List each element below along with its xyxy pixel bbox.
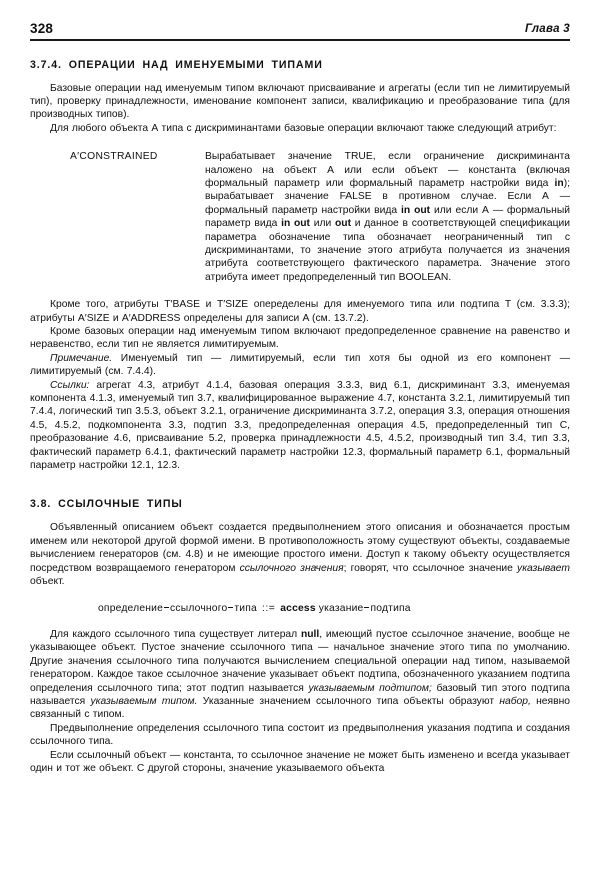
collection-italic: набор,	[499, 695, 531, 707]
paragraph-any-object-a: Для любого объекта А типа с дискриминантами базовые операции включают также следующий атрибут:	[50, 122, 557, 134]
paragraph-access-intro	[30, 521, 570, 588]
paragraph-references	[30, 379, 570, 473]
page-number: 328	[30, 21, 54, 36]
paragraph-base-operations: Базовые операции над именуемым типом включают присваивание и агрегаты (если тип не лимитируемый тип), проверку принадлежности, именование компонент записи, квалификацию и преобразование типа (для производных типов).	[30, 82, 570, 121]
access-intro-part-3: объект.	[30, 576, 65, 588]
designated-subtype-italic: указываемым подтипом;	[308, 682, 432, 694]
attribute-definition-block	[30, 150, 570, 284]
attr-desc-part-1: Вырабатывает значение TRUE, если ограничение дискриминанта наложено на объект А или если объект — константа (включая формальный параметр или формальный параметр настройки вида	[205, 151, 570, 189]
designated-type-italic: указываемым типом.	[90, 695, 198, 707]
null-part-4: Указанные значением ссылочного типа объекты образуют	[197, 695, 500, 707]
note-text: Именуемый тип — лимитируемый, если тип хотя бы одной из его компонент — лимитируемый (см. 7.4.4).	[30, 352, 570, 378]
access-intro-part-1: Объявленный описанием объект создается предвыполнением этого описания и обозначается простым именем или некоторой другой формой имени. В противоположность этому существуют объекты, создаваемые вычислением генераторов (см. 4.8) и не имеющие простого имени. Доступ к такому объекту осуществляется посредством возвращаемого генератором	[30, 522, 570, 574]
attr-desc-part-3: или если А — формальный параметр вида	[205, 204, 570, 230]
paragraph-constant-access-object: Если ссылочный объект — константа, то ссылочное значение не может быть изменено и всегда указывает один и тот же объект. С другой стороны, значение указываемого объекта	[30, 749, 570, 774]
null-part-1: Для каждого ссылочного типа существует литерал	[50, 628, 301, 640]
chapter-label: Глава 3	[524, 23, 570, 35]
note-label: Примечание.	[50, 352, 113, 364]
keyword-in: in	[554, 177, 564, 189]
paragraph-elaboration: Предвыполнение определения ссылочного типа состоит из предвыполнения указания подтипа и создания ссылочного типа.	[30, 722, 570, 748]
syntax-token-4: указание	[318, 602, 364, 614]
null-part-2: , имеющий пустое ссылочное значение, вообще не указывающее объект. Пустое значение ссылочного типа — начальное значение этого типа по умолчанию. Другие значения ссылочного типа получаются вычислением специальной операции над типом, называемой генератором. Каждое такое ссылочное значение указывает объект подтипа, обозначенного указанием подтипа определения ссылочного типа; этот подтип называется	[30, 628, 570, 694]
access-intro-italic-2: указывает	[517, 562, 570, 574]
syntax-token-5: подтипа	[370, 602, 411, 614]
keyword-null: null	[300, 628, 320, 640]
attr-desc-part-4: или	[310, 218, 335, 230]
references-label: Ссылки:	[50, 379, 90, 391]
paragraph-null-literal	[30, 628, 570, 722]
syntax-token-1: определение	[98, 602, 164, 614]
paragraph-note	[30, 352, 570, 379]
syntax-rule-access-type-definition	[30, 602, 570, 615]
paragraph-tbase-tsize: Кроме того, атрибуты T′BASE и T′SIZE опеределены для именуемого типа или подтипа T (см. 3.3.3); атрибуты A′SIZE и A′ADDRESS определены для записи A (см. 13.7.2).	[30, 299, 570, 324]
section-heading-3-7-4: 3.7.4. ОПЕРАЦИИ НАД ИМЕНУЕМЫМИ ТИПАМИ	[30, 58, 323, 71]
syntax-keyword-access: access	[280, 602, 316, 614]
keyword-in-out-2: in out	[281, 218, 310, 230]
attribute-name-constrained: A′CONSTRAINED	[70, 151, 158, 163]
syntax-token-3: типа	[234, 602, 257, 614]
attribute-description	[205, 150, 570, 284]
paragraph-predefined-comparison: Кроме базовых операции над именуемым типом включают предопределенное сравнение на равенство и неравенство, если тип не является лимитируемым.	[30, 326, 570, 351]
keyword-in-out-1: in out	[401, 204, 431, 216]
attr-desc-part-2: ); вырабатывает значение FALSE в противном случае. Если А — формальный параметр настройки вида	[205, 177, 570, 216]
access-intro-part-2: ; говорят, что ссылочное значение	[343, 562, 518, 574]
references-text: агрегат 4.3, атрибут 4.1.4, базовая операция 3.3.3, вид 6.1, дискриминант 3.3, именуемая компонента 4.1.3, именуемый тип 3.7, квалифицированное выражение 4.7, константа 3.2.1, лимитируемый тип 7.4.4, логический тип 3.5.3, объект 3.2.1, ограничение дискриминанта 3.7.2, операция 3.3, операция отношения 4.5, 4.5.2, подкомпонента 3.3, подтип 3.3, предопределенная операция 4.5, предопределенный тип С, преобразование 4.6, присваивание 5.2, проверка принадлежности 4.5, 4.5.2, производный тип 3.4, тип 3.3, фактический параметр 6.4.1, фактический параметр настройки 12.3, формальный параметр 6.1, формальный параметр настройки 12.1, 12.3.	[30, 379, 570, 472]
syntax-operator: ::=	[261, 602, 276, 614]
syntax-token-2: ссылочного	[170, 602, 228, 614]
keyword-out: out	[334, 218, 351, 230]
section-heading-3-8: 3.8. ССЫЛОЧНЫЕ ТИПЫ	[30, 498, 183, 511]
attr-desc-part-5: и данное в соответствующей спецификации параметра обозначение типа обозначает неограниченный тип с дискриминантами, то значение этого атрибута получается из значения атрибута соответствующего фактического параметра. Значение этого атрибута имеет предопределенный тип BOOLEAN.	[205, 218, 570, 283]
access-intro-italic-1: ссылочного значения	[239, 562, 344, 574]
null-part-3: базовый тип этого подтипа называется	[30, 682, 570, 707]
running-head	[30, 22, 570, 41]
null-part-5: неявно связанный с типом.	[30, 695, 570, 721]
section-spacer	[30, 472, 570, 498]
